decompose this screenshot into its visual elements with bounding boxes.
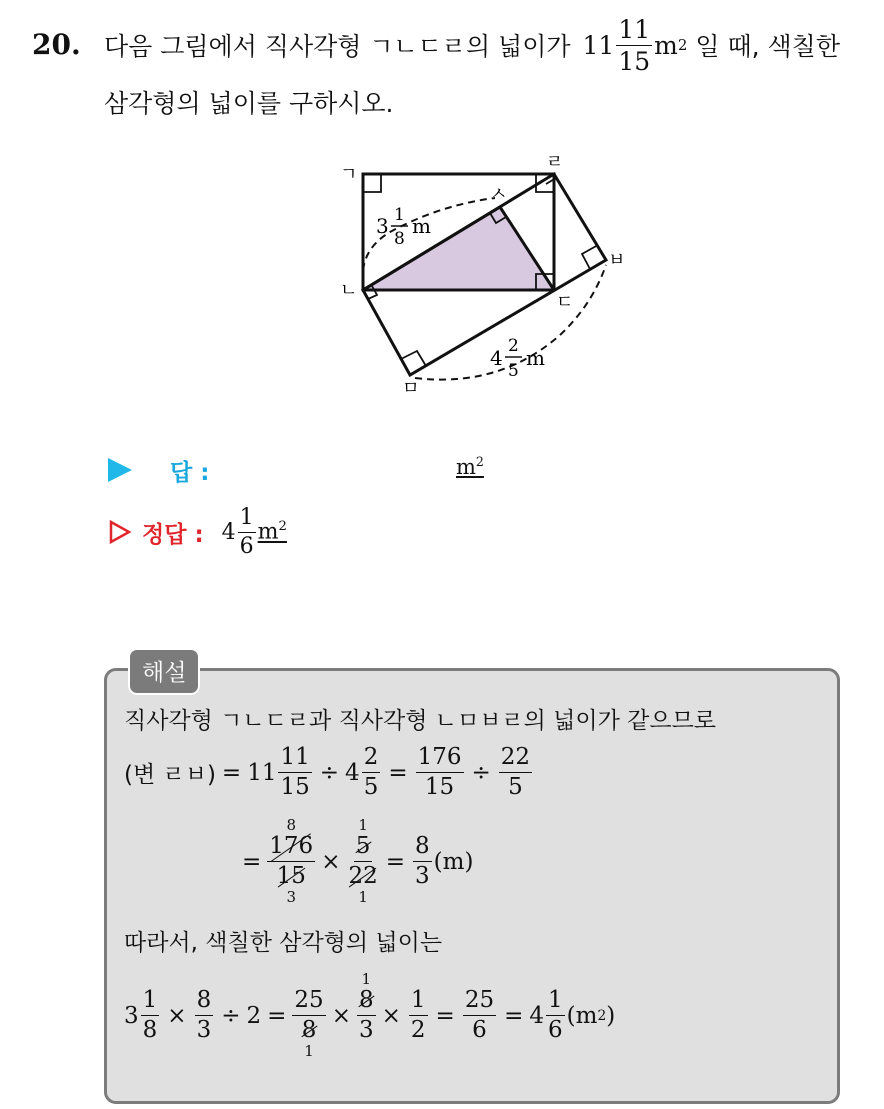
solution-line5-b-fraction xyxy=(195,989,214,1042)
solution-line3-n1: 176 xyxy=(269,833,314,859)
solution-line3-n1-top: 8 xyxy=(286,816,296,834)
solution-line5-e-num: 1 xyxy=(409,989,428,1016)
solution-line2-d-fraction xyxy=(499,746,532,799)
correct-unit-exp: 2 xyxy=(278,519,287,535)
solution-line2-a-whole: 11 xyxy=(247,759,277,786)
solution-line5-e-den: 2 xyxy=(410,1017,426,1043)
label-bieup: ㅂ xyxy=(608,250,626,271)
length2-numerator: 2 xyxy=(508,336,519,356)
right-angle-mark-giyeok xyxy=(363,174,381,192)
question-text-line2: 삼각형의 넓이를 구하시오. xyxy=(104,89,394,118)
solution-line2-a-fraction xyxy=(278,746,311,799)
solution-line5 xyxy=(124,972,615,1059)
correct-numerator: 1 xyxy=(238,507,256,533)
answer-row xyxy=(108,450,528,490)
solution-line2-d-den: 5 xyxy=(508,774,523,800)
solution-line5-d-num: 8 xyxy=(358,987,374,1013)
geometry-figure xyxy=(330,150,630,400)
question-text-part1: 다음 그림에서 직사각형 ㄱㄴㄷㄹ의 넓이가 xyxy=(104,32,571,61)
correct-fraction xyxy=(238,504,256,559)
solution-line2-b-num: 2 xyxy=(362,746,381,773)
solution-line3-eq2: = xyxy=(385,848,406,875)
solution-line2-eq1: = xyxy=(221,759,242,786)
solution-line3-result xyxy=(413,835,432,888)
solution-line5-e-fraction xyxy=(409,989,428,1042)
length1-numerator: 1 xyxy=(394,205,405,225)
question-area-unit-exp: 2 xyxy=(677,36,688,54)
solution-line3-n2-top: 1 xyxy=(358,816,368,834)
label-rieul: ㄹ xyxy=(546,152,564,173)
solution-line2-a-num: 11 xyxy=(278,746,311,773)
solution-line5-times1: × xyxy=(167,1002,187,1029)
solution-line2-d-num: 22 xyxy=(499,746,532,773)
correct-answer-row xyxy=(108,502,287,562)
answer-label: 답 : xyxy=(170,459,210,486)
answer-unit-exp: 2 xyxy=(475,454,484,469)
solution-line3-d1: 15 xyxy=(276,863,306,889)
solution-line3-r-den: 3 xyxy=(415,863,430,889)
solution-line2-a-den: 15 xyxy=(280,774,310,800)
solution-line5-times2: × xyxy=(331,1002,351,1029)
length1-denominator: 8 xyxy=(394,229,405,249)
solution-line3-d2-bottom: 1 xyxy=(358,888,368,906)
correct-unit xyxy=(258,519,287,544)
solution-line2-div1: ÷ xyxy=(319,759,340,786)
question-text-part2: 일 때, 색칠한 xyxy=(695,32,840,61)
correct-whole: 4 xyxy=(221,519,236,545)
label-giyeok: ㄱ xyxy=(340,164,358,185)
question-area-numerator: 11 xyxy=(618,14,651,44)
solution-line2-c-den: 15 xyxy=(424,774,455,800)
length2-whole: 4 xyxy=(490,346,503,370)
solution-line5-unit-close: ) xyxy=(606,1002,616,1029)
solution-line3-d1-bottom: 3 xyxy=(286,888,296,906)
solution-line5-a-den: 8 xyxy=(142,1017,158,1043)
solution-line3-r-num: 8 xyxy=(413,835,432,862)
solution-line2-lhs: (변 ㄹㅂ) xyxy=(124,762,216,788)
length1-whole: 3 xyxy=(376,214,389,238)
question-area-unit: m xyxy=(654,30,678,60)
solution-line5-div: ÷ xyxy=(221,1002,241,1029)
solution-line5-a-num: 1 xyxy=(141,989,160,1016)
solution-line3-d2: 22 xyxy=(348,863,378,889)
solution-line2-c-num: 176 xyxy=(416,746,464,773)
correct-arrow-icon xyxy=(108,519,132,545)
solution-line2-c-fraction xyxy=(416,746,464,799)
length-label-2 xyxy=(490,336,545,381)
question-area-value xyxy=(582,14,688,76)
solution-line5-d-den: 3 xyxy=(358,1017,374,1043)
solution-line4: 따라서, 색칠한 삼각형의 넓이는 xyxy=(124,930,443,956)
answer-unit xyxy=(456,454,484,479)
correct-label: 정답 : xyxy=(142,521,204,548)
correct-denominator: 6 xyxy=(239,533,254,559)
solution-line5-eq2: = xyxy=(435,1002,455,1029)
solution-line5-times3: × xyxy=(381,1002,401,1029)
correct-value xyxy=(221,504,287,559)
question-text-line1 xyxy=(104,14,840,76)
correct-unit-base: m xyxy=(257,519,279,545)
solution-line3-times: × xyxy=(321,848,341,875)
solution-line2-b-fraction xyxy=(362,746,381,799)
solution-line5-g-num: 1 xyxy=(546,989,565,1016)
solution-line2 xyxy=(124,746,534,799)
solution-line5-g-whole: 4 xyxy=(529,1002,545,1029)
solution-line5-f-num: 25 xyxy=(463,989,496,1016)
solution-line5-two: 2 xyxy=(246,1002,262,1029)
solution-line3-n2: 5 xyxy=(355,833,371,859)
solution-line5-g-den: 6 xyxy=(548,1017,563,1043)
solution-line5-a-whole: 3 xyxy=(124,1002,139,1029)
label-mieum: ㅁ xyxy=(402,378,420,399)
solution-line5-g-fraction xyxy=(546,989,565,1042)
answer-unit-base: m xyxy=(456,455,476,479)
solution-line5-f-den: 6 xyxy=(472,1017,487,1043)
solution-line2-div2: ÷ xyxy=(471,759,491,786)
question-area-denominator: 15 xyxy=(618,46,651,76)
solution-line5-unit: (m xyxy=(566,1002,598,1029)
solution-line3-cancel-fraction1 xyxy=(267,818,315,905)
solution-line5-d-cancel-fraction xyxy=(357,972,376,1059)
label-siot: ㅅ xyxy=(490,184,508,205)
solution-line5-b-num: 8 xyxy=(195,989,214,1016)
solution-line5-a-fraction xyxy=(141,989,160,1042)
solution-line3-eq1: = xyxy=(242,848,262,875)
solution-line3 xyxy=(236,818,473,905)
solution-line5-c-den: 8 xyxy=(301,1017,317,1043)
solution-tag: 해설 xyxy=(128,648,200,695)
solution-line1: 직사각형 ㄱㄴㄷㄹ과 직사각형 ㄴㅁㅂㄹ의 넓이가 같으므로 xyxy=(124,708,717,734)
solution-line5-eq3: = xyxy=(504,1002,524,1029)
solution-line5-c-den-bottom: 1 xyxy=(304,1042,314,1060)
label-nieun: ㄴ xyxy=(340,280,358,301)
length2-unit: m xyxy=(526,346,545,370)
solution-line2-b-whole: 4 xyxy=(345,759,360,786)
solution-line5-f-fraction xyxy=(463,989,496,1042)
solution-line2-eq2: = xyxy=(388,759,408,786)
solution-line5-c-cancel-fraction xyxy=(292,972,325,1059)
solution-line5-unit-exp: 2 xyxy=(597,1007,607,1024)
length1-unit: m xyxy=(412,214,431,238)
solution-line5-b-den: 3 xyxy=(196,1017,212,1043)
label-digeut: ㄷ xyxy=(556,292,574,313)
question-area-whole: 11 xyxy=(582,30,615,60)
answer-arrow-icon xyxy=(108,458,132,482)
solution-line5-eq1: = xyxy=(267,1002,287,1029)
solution-line3-unit: (m) xyxy=(433,848,474,875)
question-number: 20. xyxy=(32,28,81,61)
solution-line5-d-top: 1 xyxy=(361,970,372,988)
solution-line3-cancel-fraction2 xyxy=(346,818,379,905)
solution-line5-c-num: 25 xyxy=(292,989,325,1016)
length2-denominator: 5 xyxy=(508,361,519,381)
question-area-fraction xyxy=(616,14,652,76)
length-label-1 xyxy=(376,205,431,249)
solution-line2-b-den: 5 xyxy=(363,774,379,800)
